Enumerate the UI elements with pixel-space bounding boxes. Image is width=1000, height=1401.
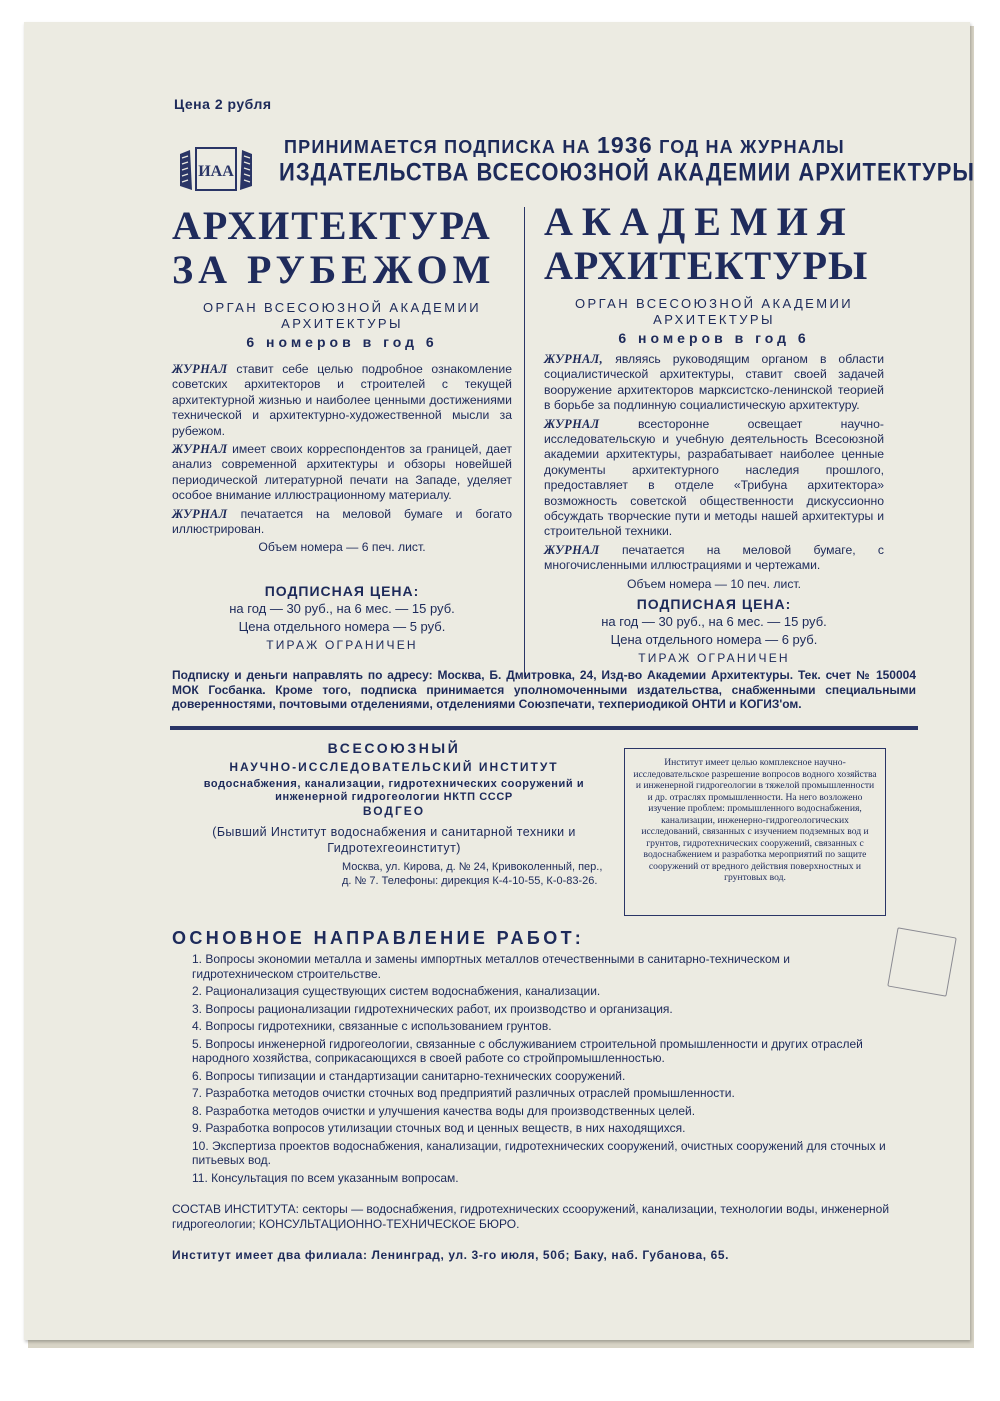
- institute-address: Москва, ул. Кирова, д. № 24, Кривоколенный, пер., д. № 7. Телефоны: дирекция К-4-10-55, К-0-83-26.: [342, 861, 603, 887]
- directions-heading: ОСНОВНОЕ НАПРАВЛЕНИЕ РАБОТ:: [172, 928, 585, 948]
- directions-list: [192, 952, 892, 1188]
- list-item: 4. Вопросы гидротехники, связанные с использованием грунтов.: [192, 1019, 552, 1033]
- subscription-prices: ПОДПИСНАЯ ЦЕНА: на год — 30 руб., на 6 мес. — 15 руб. Цена отдельного номера — 6 руб. ТИРАЖ ОГРАНИЧЕН: [601, 596, 827, 666]
- magazine-back-cover: [24, 22, 975, 1340]
- list-item: 7. Разработка методов очистки сточных вод предприятий различных отраслей промышленности.: [192, 1086, 735, 1100]
- list-item: 1. Вопросы экономии металла и замены импортных металлов отечественными в санитарно-техническом и гидротехническом строительстве.: [192, 952, 790, 981]
- list-item: 8. Разработка методов очистки и улучшения качества воды для производственных целей.: [192, 1103, 696, 1118]
- academy-journal-column: [544, 200, 884, 667]
- list-item: 11. Консультация по всем указанным вопросам.: [192, 1170, 459, 1185]
- list-item: 6. Вопросы типизации и стандартизации санитарно-технических сооружений.: [192, 1068, 626, 1083]
- journal-description: ЖУРНАЛ ставит себе целью подробное ознакомление советских архитекторов и строителей с текущей архитектурной жизнью и наиболее ценными достижениями технической и архитектурно-художественной мысли за рубежом. ЖУРНАЛ имеет своих корреспондентов за границей, дает анализ современной архитектуры и обзоры новейшей периодической литературной печати на Западе, уделяет особое внимание иллюстрационному материалу. ЖУРНАЛ печатается на меловой бумаге и богато иллюстрирован. Объем номера — 6 печ. лист.: [172, 362, 513, 555]
- subscription-address: Подписку и деньги направлять по адресу: Москва, Б. Дмитровка, 24, Изд-во Академии Архитектуры. Тек. счет № 150004 МОК Госбанка. Кроме того, подписка принимается уполномоченными издательства, снабженными специальными доверенностями, почтовыми отделениями, отделениями Союзпечати, техпериодикой ОНТИ и КОГИЗ'ом.: [172, 668, 916, 711]
- journal-title-line1: АРХИТЕКТУРА: [172, 203, 492, 248]
- cover-price: Цена 2 рубля: [174, 96, 272, 112]
- journal-title-line2: АРХИТЕКТУРЫ: [544, 243, 869, 288]
- issues-per-year: 6 номеров в год 6: [246, 334, 438, 350]
- library-stamp-icon: [887, 927, 957, 997]
- subscription-prices: ПОДПИСНАЯ ЦЕНА: на год — 30 руб., на 6 мес. — 15 руб. Цена отдельного номера — 5 руб. ТИРАЖ ОГРАНИЧЕН: [229, 582, 455, 652]
- list-item: 9. Разработка вопросов утилизации сточных вод и ценных веществ, в них находящихся.: [192, 1121, 686, 1135]
- publisher-header: ИЗДАТЕЛЬСТВА ВСЕСОЮЗНОЙ АКАДЕМИИ АРХИТЕКТУРЫ: [279, 158, 975, 186]
- issues-per-year: 6 номеров в год 6: [618, 330, 810, 346]
- journal-description: ЖУРНАЛ, являясь руководящим органом в области социалистической архитектуры, ставит своей задачей вооружение архитекторов марксистско-ленинской теорией в борьбе за подлинную социалистическую архитектуру. ЖУРНАЛ всесторонне освещает научно-исследовательскую и учебную деятельность Всесоюзной академии архитектуры, разрабатывает наиболее ценные документы архитектурного наследия прошлого, предоставляет в отделе «Трибуна архитектора» возможность советской общественности дискуссионно обсуждать творческие пути и методы нашей архитектуры и строительной техники. ЖУРНАЛ печатается на меловой бумаге, с многочисленными иллюстрациями и чертежами. Объем номера — 10 печ. лист.: [544, 352, 885, 591]
- svg-text:ИАА: ИАА: [198, 163, 234, 180]
- journal-abroad-column: [172, 204, 512, 654]
- journal-title-line2: ЗА РУБЕЖОМ: [172, 247, 496, 292]
- academy-logo-icon: [178, 146, 254, 194]
- institute-composition: СОСТАВ ИНСТИТУТА: секторы — водоснабжения, гидротехнических ссооружений, канализации, технологии воды, инженерной гидрогеологии; КОНСУЛЬТАЦИОННО-ТЕХНИЧЕСКОЕ БЮРО.: [172, 1202, 890, 1231]
- journal-title-line1: АКАДЕМИЯ: [544, 199, 855, 244]
- journal-organ: ОРГАН ВСЕСОЮЗНОЙ АКАДЕМИИ АРХИТЕКТУРЫ: [203, 300, 481, 331]
- journal-organ: ОРГАН ВСЕСОЮЗНОЙ АКАДЕМИИ АРХИТЕКТУРЫ: [575, 296, 853, 327]
- list-item: 2. Рационализация существующих систем водоснабжения, канализации.: [192, 984, 601, 998]
- list-item: 10. Экспертиза проектов водоснабжения, канализации, гидротехнических сооружений, очистных сооружений для сточных и питьевых вод.: [192, 1138, 886, 1167]
- institute-branches: Институт имеет два филиала: Ленинград, ул. 3-го июля, 50б; Баку, наб. Губанова, 65.: [172, 1248, 730, 1262]
- section-rule: [170, 726, 918, 730]
- list-item: 5. Вопросы инженерной гидрогеологии, связанные с обслуживанием строительной промышленности и других отраслей народного хозяйства, соприкасающихся в своей работе со стройпромышленностью.: [192, 1036, 863, 1065]
- institute-block: ВСЕСОЮЗНЫЙ НАУЧНО-ИССЛЕДОВАТЕЛЬСКИЙ ИНСТИТУТ водоснабжения, канализации, гидротехнических сооружений и инженерной гидрогеологии НКТП СССР ВОДГЕО (Бывший Институт водоснабжения и санитарной техники и Гидротехгеоинститут): [203, 740, 585, 855]
- institute-purpose-box: Институт имеет целью комплексное научно-исследовательское разрешение вопросов водного хозяйства и инженерной гидрогеологии в тяжелой промышленности и др. отраслях промышленности. На него возложено изучение проблем: промышленного водоснабжения, канализации, инженерно-гидрогеологических исследований, связанных с изучением подземных вод и грунтов, гидротехнических сооружений, связанных с водоснабжением и разработка мероприятий по защите сооружений от вредного действия поверхностных и грунтовых вод.: [624, 748, 886, 916]
- list-item: 3. Вопросы рационализации гидротехнических работ, их производство и организация.: [192, 1001, 673, 1016]
- column-divider: [524, 207, 525, 677]
- subscription-header: ПРИНИМАЕТСЯ ПОДПИСКА НА 1936 ГОД НА ЖУРНАЛЫ: [284, 132, 845, 158]
